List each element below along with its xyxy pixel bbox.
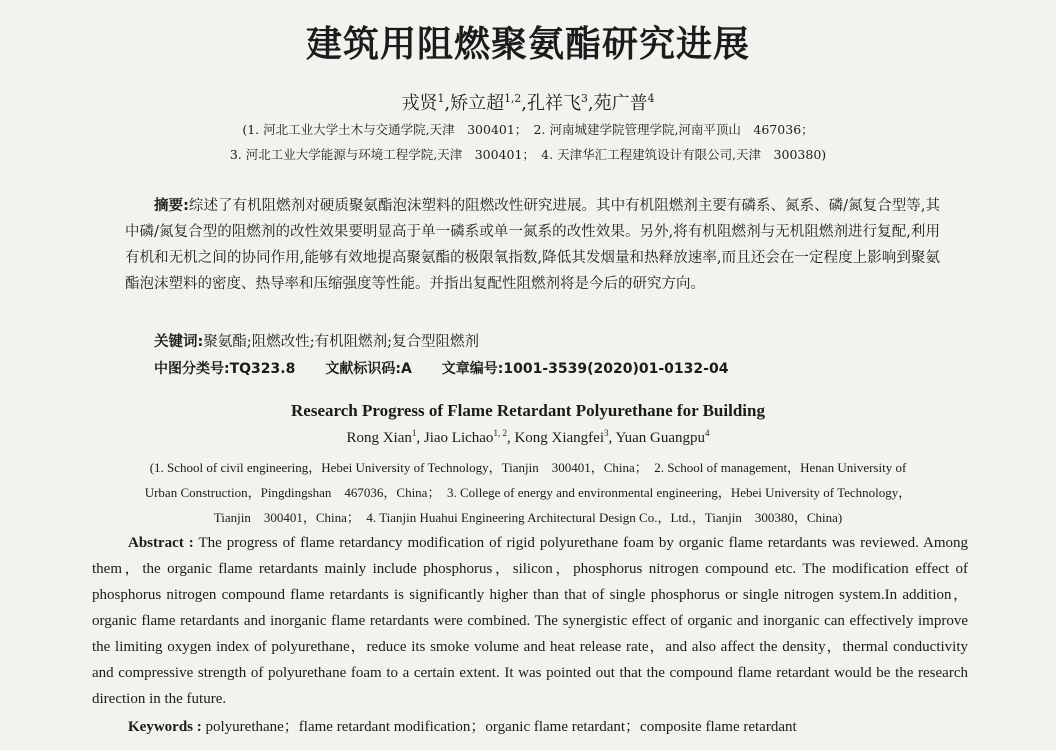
author-en: Rong Xian bbox=[346, 430, 412, 446]
author-cn: 矫立超 bbox=[450, 93, 505, 114]
classification-row bbox=[154, 358, 728, 378]
abstract-en-label: Abstract : bbox=[128, 535, 194, 551]
author-cn: 孔祥飞 bbox=[527, 93, 582, 114]
author-sup: 4 bbox=[647, 92, 655, 105]
keywords-en bbox=[128, 715, 797, 736]
keywords-en-label: Keywords : bbox=[128, 719, 202, 735]
author-en: Yuan Guangpu bbox=[615, 430, 706, 446]
author-sup: 1 bbox=[437, 92, 445, 105]
keywords-en-text: polyurethane；flame retardant modification；organic flame retardant；composite flame retardant bbox=[205, 719, 797, 735]
keywords-cn-text: 聚氨酯;阻燃改性;有机阻燃剂;复合型阻燃剂 bbox=[203, 334, 479, 350]
clc-number: 中图分类号:TQ323.8 bbox=[154, 361, 296, 377]
affiliation-cn-line: 3. 河北工业大学能源与环境工程学院,天津 300401； 4. 天津华汇工程建筑设计有限公司,天津 300380) bbox=[229, 147, 827, 162]
affiliation-cn-line: (1. 河北工业大学土木与交通学院,天津 300401； 2. 河南城建学院管理学院,河南平顶山 467036； bbox=[242, 122, 814, 137]
affiliation-en-line: Urban Construction，Pingdingshan 467036，China； 3. College of energy and environmental engineering，Hebei University of Technology， bbox=[144, 485, 912, 500]
affiliation-en-line: Tianjin 300401，China； 4. Tianjin Huahui Engineering Architectural Design Co.，Ltd.，Tianjin 300380，China) bbox=[213, 510, 843, 525]
author-sup: 3 bbox=[581, 92, 588, 105]
authors-en: Rong Xian$^1$, Jiao Lichao$^{1, 2}$, Kong Xiangfei$^3$, Yuan Guangpu$^4$ bbox=[346, 428, 710, 446]
author-sup: 3 bbox=[604, 428, 609, 438]
title-cn: 建筑用阻燃聚氨酯研究进展 bbox=[305, 23, 750, 65]
author-en: Kong Xiangfei bbox=[514, 430, 604, 446]
author-cn: 戎贤 bbox=[401, 93, 438, 114]
author-sup: 4 bbox=[705, 428, 710, 438]
author-cn: 苑广普 bbox=[593, 93, 648, 114]
abstract-cn bbox=[125, 193, 940, 297]
affiliation-en-line: (1. School of civil engineering，Hebei University of Technology，Tianjin 300401，China； 2. School of management，Henan University of bbox=[149, 460, 907, 475]
author-en: Jiao Lichao bbox=[423, 430, 494, 446]
author-sup: 1, 2 bbox=[493, 428, 507, 438]
abstract-en-text: The progress of flame retardancy modification of rigid polyurethane foam by organic flame retardants was reviewed. Among them，the organic flame retardants mainly include phosphorus，silicon，phosphorus nitrogen compound etc. The modification effect of phosphorus nitrogen compound flame retardants is significantly higher than that of single phosphorus or single nitrogen system.In addition，organic flame retardants and inorganic flame retardants were combined. The synergistic effect of organic and inorganic can effectively improve the limiting oxygen index of polyurethane，reduce its smoke volume and heat release rate，and also affect the density，thermal conductivity and compressive strength of polyurethane foam to a certain extent. It was pointed out that the compound flame retardant would be the research direction in the future. bbox=[92, 535, 968, 707]
abstract-en bbox=[92, 530, 968, 712]
article-number: 文章编号:1001-3539(2020)01-0132-04 bbox=[441, 361, 729, 377]
abstract-cn-label: 摘要: bbox=[154, 198, 189, 214]
abstract-cn-text: 综述了有机阻燃剂对硬质聚氨酯泡沫塑料的阻燃改性研究进展。其中有机阻燃剂主要有磷系、氮系、磷/氮复合型等,其中磷/氮复合型的阻燃剂的改性效果要明显高于单一磷系或单一氮系的改性效果。另外,将有机阻燃剂与无机阻燃剂进行复配,利用有机和无机之间的协同作用,能够有效地提高聚氨酯的极限氧指数,降低其发烟量和热释放速率,而且还会在一定程度上影响到聚氨酯泡沫塑料的密度、热导率和压缩强度等性能。并指出复配性阻燃剂将是今后的研究方向。 bbox=[125, 198, 940, 292]
document-code: 文献标识码:A bbox=[325, 361, 412, 377]
author-sup: 1 bbox=[411, 428, 417, 438]
keywords-cn-label: 关键词: bbox=[154, 334, 204, 350]
keywords-cn bbox=[154, 330, 479, 351]
authors-cn: 戎贤$^1$,矫立超$^{1,2}$,孔祥飞$^3$,苑广普$^4$ bbox=[401, 92, 655, 114]
author-sup: 1,2 bbox=[504, 92, 522, 105]
title-en: Research Progress of Flame Retardant Polyurethane for Building bbox=[291, 401, 765, 420]
